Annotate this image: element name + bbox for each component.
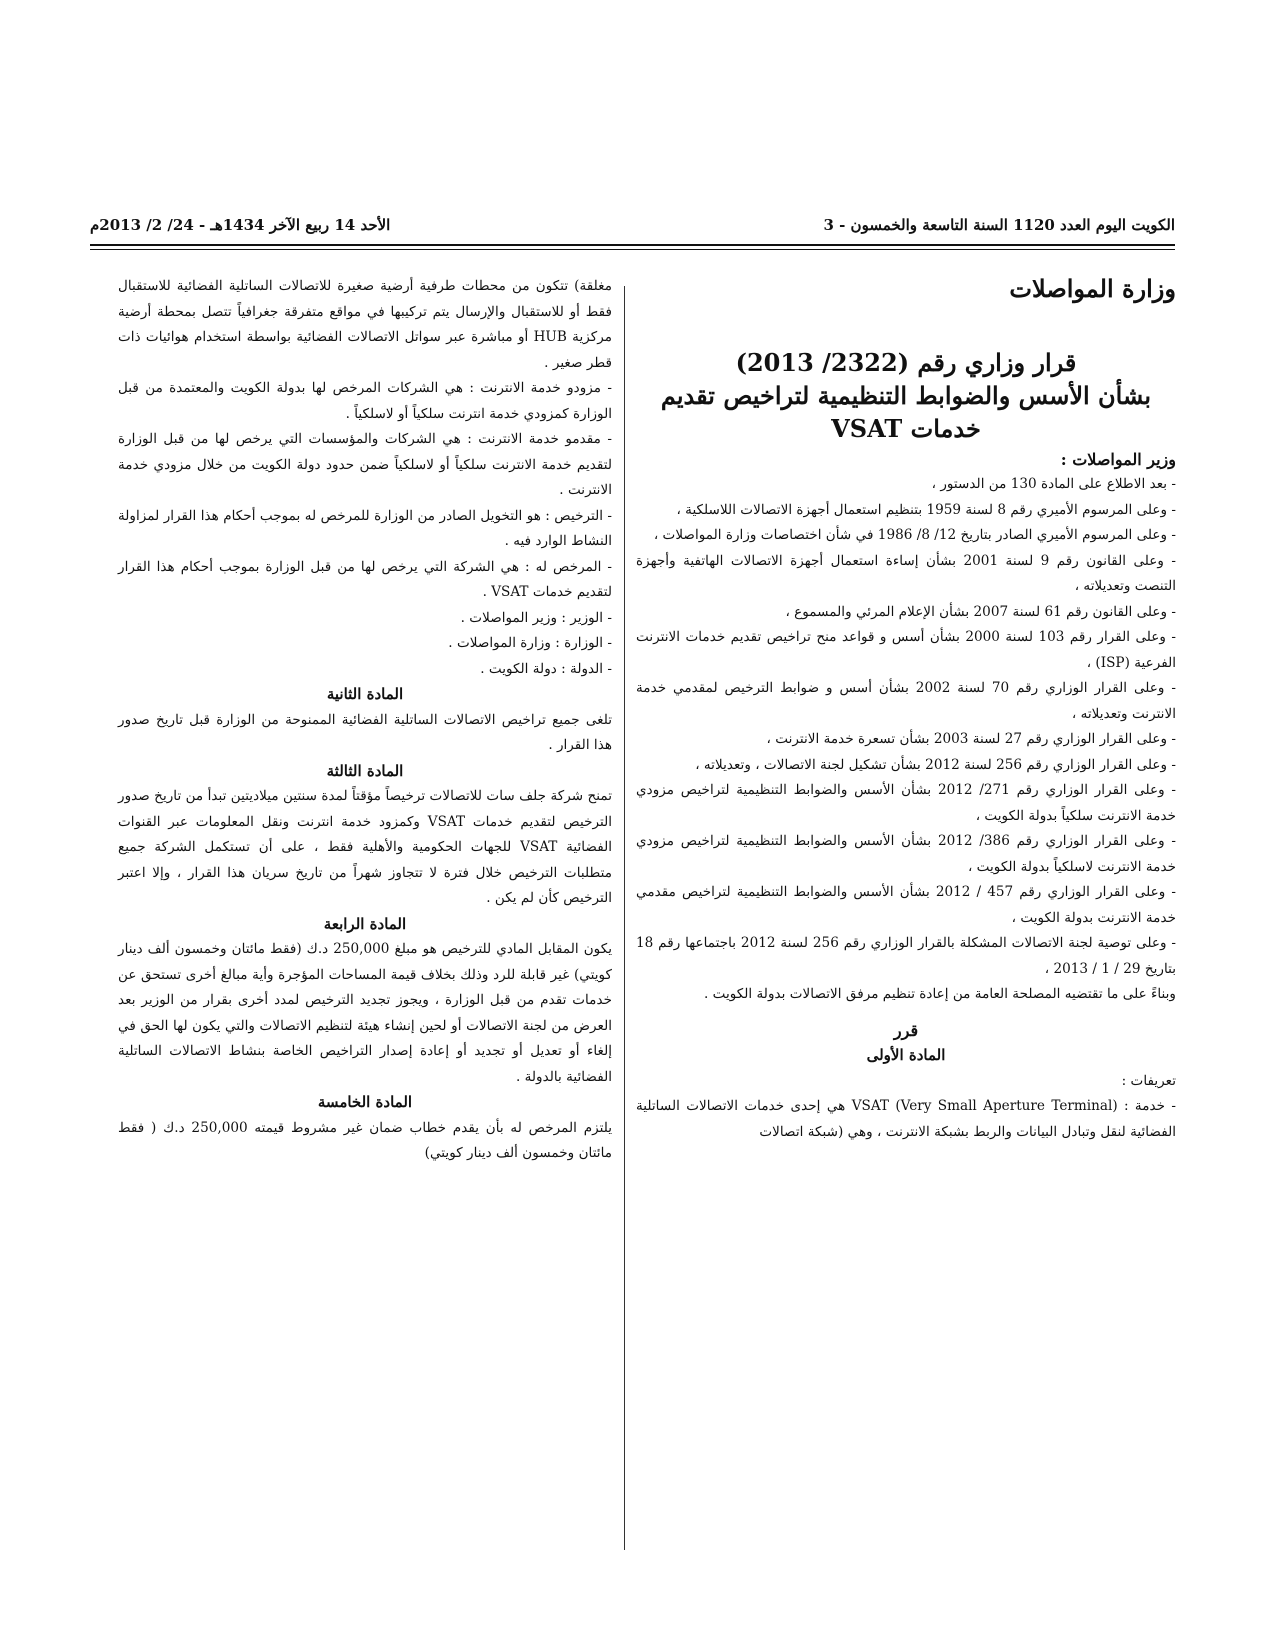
definition-item: - مزودو خدمة الانترنت : هي الشركات المرخص لها بدولة الكويت والمعتمدة من قبل الوزارة كمزودي خدمة انترنت سلكياً أو لاسلكياً . <box>118 380 612 422</box>
preamble-item: - وعلى المرسوم الأميري رقم 8 لسنة 1959 بتنظيم استعمال أجهزة الاتصالات اللاسلكية ، <box>676 501 1176 518</box>
header-date: الأحد 14 ربيع الآخر 1434هـ - 24/ 2/ 2013م <box>90 216 391 234</box>
preamble-item: - وعلى القرار الوزاري رقم 457 / 2012 بشأن الأسس والضوابط التنظيمية لتراخيص مقدمي خدمة الانترنت بدولة الكويت ، <box>636 884 1176 926</box>
decision-subtitle: بشأن الأسس والضوابط التنظيمية لتراخيص تقديم خدمات VSAT <box>660 380 1152 443</box>
article-5-title: المادة الخامسة <box>317 1093 413 1111</box>
right-column <box>636 274 1176 1145</box>
definitions-label: تعريفات : <box>1121 1072 1176 1089</box>
preamble-item: - وعلى القرار الوزاري رقم 70 لسنة 2002 بشأن أسس و ضوابط الترخيص لمقدمي خدمة الانترنت وتعديلاته ، <box>636 680 1176 722</box>
article-3-title: المادة الثالثة <box>326 761 404 780</box>
article-4-title: المادة الرابعة <box>323 914 407 933</box>
vsat-definition-continued: مغلقة) تتكون من محطات طرفية أرضية صغيرة للاتصالات الساتلية الفضائية للاستقبال فقط أو للاستقبال والإرسال يتم تركيبها في مواقع متفرقة جغرافياً تتصل بمحطة أرضية مركزية HUB أو مباشرة عبر سواتل الاتصالات الفضائية بواسطة استخدام هوائيات ذات قطر صغير . <box>118 278 612 371</box>
article-2-title: المادة الثانية <box>326 685 404 703</box>
article-2-text: تلغى جميع تراخيص الاتصالات الساتلية الفضائية الممنوحة من الوزارة قبل تاريخ صدور هذا القرار . <box>118 711 612 753</box>
preamble-item: - وعلى القانون رقم 61 لسنة 2007 بشأن الإعلام المرئي والمسموع ، <box>785 603 1176 620</box>
preamble-item: - وعلى القرار رقم 103 لسنة 2000 بشأن أسس و قواعد منح تراخيص تقديم خدمات الانترنت الفرعية (ISP) ، <box>636 629 1176 671</box>
preamble-item: - بعد الاطلاع على المادة 130 من الدستور ، <box>931 476 1176 492</box>
ministry-title: وزارة المواصلات <box>1009 274 1176 303</box>
preamble-item: - وعلى القرار الوزاري رقم 386/ 2012 بشأن الأسس والضوابط التنظيمية لتراخيص مزودي خدمة الانترنت لاسلكياً بدولة الكويت ، <box>636 833 1176 875</box>
preamble-item: - وعلى القانون رقم 9 لسنة 2001 بشأن إساءة استعمال أجهزة الاتصالات الهاتفية وأجهزة التنصت وتعديلاته ، <box>636 552 1176 594</box>
definition-item: - الوزير : وزير المواصلات . <box>460 609 612 626</box>
resolved-label: قرر <box>893 1020 919 1040</box>
header-rule <box>90 244 1175 250</box>
preamble-item: - وعلى المرسوم الأميري الصادر بتاريخ 12/ 8/ 1986 في شأن اختصاصات وزارة المواصلات ، <box>653 527 1176 543</box>
preamble-item: - وعلى توصية لجنة الاتصالات المشكلة بالقرار الوزاري رقم 256 لسنة 2012 باجتماعها رقم 18 بتاريخ 29 / 1 / 2013 ، <box>636 935 1176 977</box>
definition-item: - المرخص له : هي الشركة التي يرخص لها من قبل الوزارة بموجب أحكام هذا القرار لتقديم خدمات VSAT . <box>118 558 612 600</box>
article-1-title: المادة الأولى <box>866 1046 946 1064</box>
decision-title: قرار وزاري رقم (2322/ 2013) <box>735 347 1077 377</box>
column-divider <box>624 286 625 1550</box>
preamble-item: - وعلى القرار الوزاري رقم 27 لسنة 2003 بشأن تسعرة خدمة الانترنت ، <box>766 731 1176 747</box>
article-3-text: تمنح شركة جلف سات للاتصالات ترخيصاً مؤقتاً لمدة سنتين ميلاديتين تبدأ من تاريخ صدور الترخيص لتقديم خدمات VSAT وكمزود خدمة انترنت ونقل المعلومات عبر القنوات الفضائية VSAT للجهات الحكومية والأهلية فقط ، على أن تستكمل الشركة جميع متطلبات الترخيص خلال فترة لا تتجاوز شهراً من تاريخ سريان هذا القرار ، وإلا اعتبر الترخيص كأن لم يكن . <box>118 788 612 906</box>
left-column <box>118 274 612 1167</box>
page-header <box>90 208 1175 242</box>
definition-item: - الترخيص : هو التخويل الصادر من الوزارة للمرخص له بموجب أحكام هذا القرار لمزاولة النشاط الوارد فيه . <box>118 507 613 549</box>
preamble-item: - وعلى القرار الوزاري رقم 271/ 2012 بشأن الأسس والضوابط التنظيمية لتراخيص مزودي خدمة الانترنت سلكياً بدولة الكويت ، <box>636 782 1176 824</box>
definition-item: - مقدمو خدمة الانترنت : هي الشركات والمؤسسات التي يرخص لها من قبل الوزارة لتقديم خدمة الانترنت سلكياً أو لاسلكياً ضمن حدود دولة الكويت من خلال مزودي خدمة الانترنت . <box>118 431 612 498</box>
minister-label: وزير المواصلات : <box>1060 449 1176 469</box>
definition-item: - الوزارة : وزارة المواصلات . <box>448 635 612 651</box>
article-5-text: يلتزم المرخص له بأن يقدم خطاب ضمان غير مشروط قيمته 250,000 د.ك ( فقط مائتان وخمسون ألف دينار كويتي) <box>118 1119 612 1161</box>
vsat-definition: - خدمة : VSAT (Very Small Aperture Terminal) هي إحدى خدمات الاتصالات الساتلية الفضائية لنقل وتبادل البيانات والربط بشبكة الانترنت ، وهي (شبكة اتصالات <box>636 1098 1176 1140</box>
article-4-text: يكون المقابل المادي للترخيص هو مبلغ 250,000 د.ك (فقط مائتان وخمسون ألف دينار كويتي) غير قابلة للرد وذلك بخلاف قيمة المساحات المؤجرة وأية مبالغ أخرى تستحق عن خدمات تقدم من قبل الوزارة ، ويجوز تجديد الترخيص لمدد أخرى بقرار من الوزير بعد العرض من لجنة الاتصالات أو لحين إنشاء هيئة لتنظيم الاتصالات والتي يكون لها الحق في إلغاء أو تعديل أو تجديد أو إعادة إصدار التراخيص الخاصة بنشاط الاتصالات الساتلية الفضائية بالدولة . <box>118 941 612 1085</box>
preamble-item: وبناءً على ما تقتضيه المصلحة العامة من إعادة تنظيم مرفق الاتصالات بدولة الكويت . <box>703 986 1176 1002</box>
preamble-item: - وعلى القرار الوزاري رقم 256 لسنة 2012 بشأن تشكيل لجنة الاتصالات ، وتعديلاته ، <box>695 756 1176 773</box>
definition-item: - الدولة : دولة الكويت . <box>480 660 612 677</box>
header-issue-info: الكويت اليوم العدد 1120 السنة التاسعة والخمسون - 3 <box>823 216 1175 234</box>
